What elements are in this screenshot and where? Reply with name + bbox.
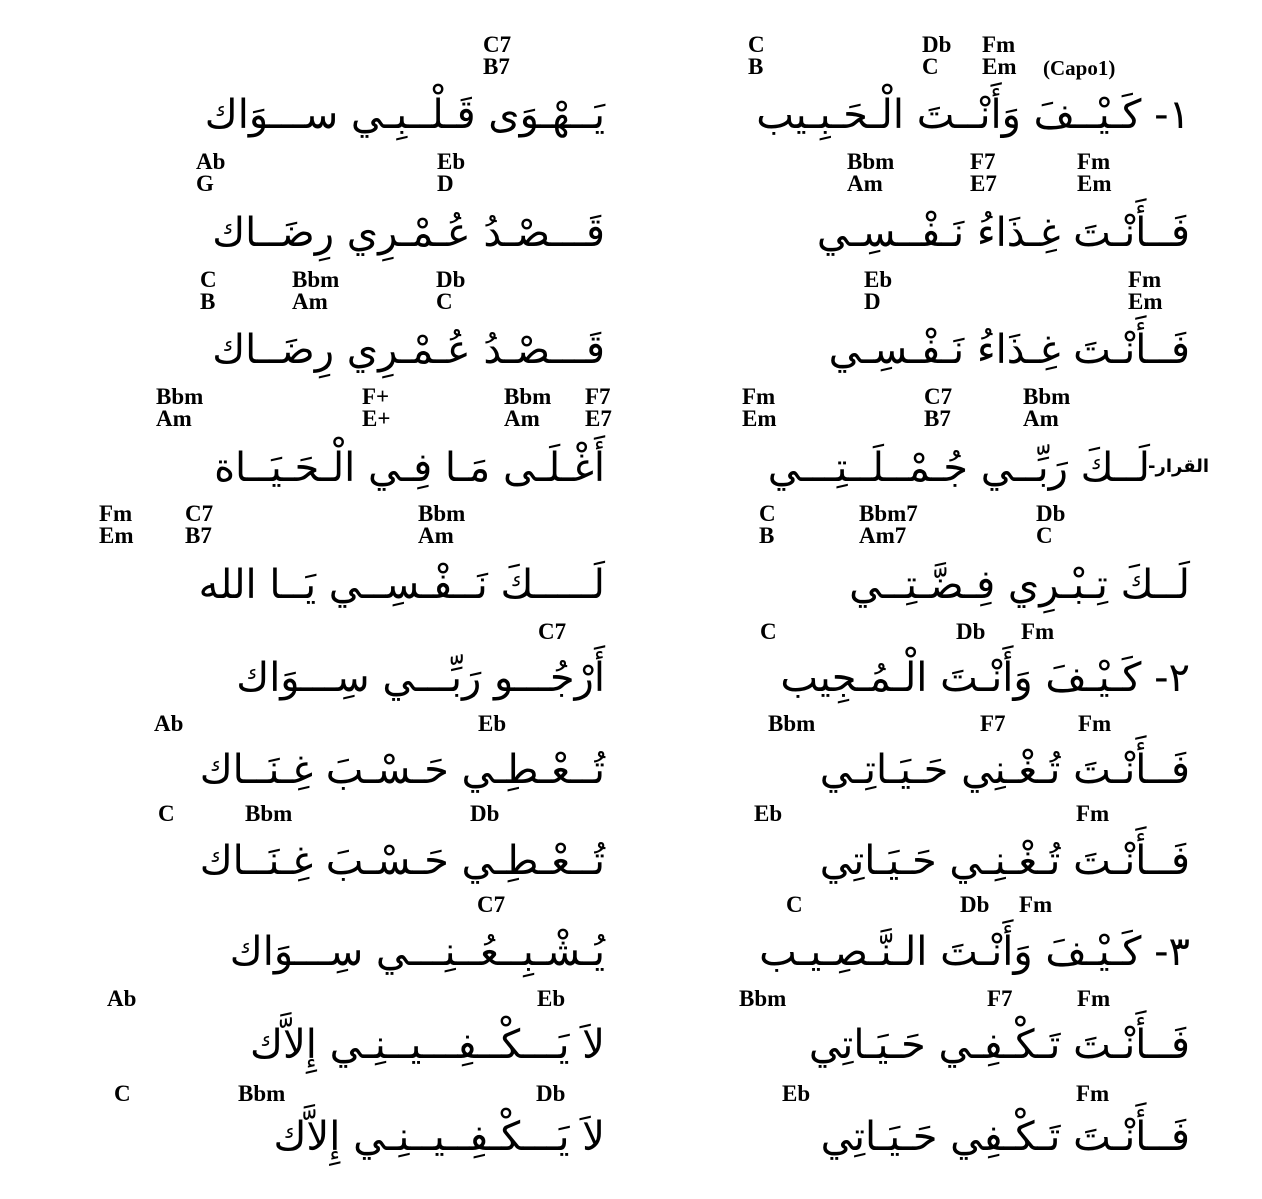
lyric-left: يُـشْـبِــعُــنِـــي سِـــوَاك [229,929,605,975]
chord-original: C [760,619,777,644]
chord-original: Db [956,619,986,644]
chord-capo: B [759,523,775,548]
chord-original: Db [1036,501,1066,526]
chord-capo: Em [99,523,134,548]
chord-original: Bbm [292,267,340,292]
chord-original: Bbm [156,384,204,409]
chord-capo: Am [292,289,328,314]
lyric-left: لَـــــكَ نَــفْـسِــي يَــا الله [198,562,605,608]
chord-original: F+ [362,384,390,409]
chord-original: Bbm [1023,384,1071,409]
chord-original: C7 [924,384,953,409]
chord-capo: G [196,171,214,196]
chord-original: Db [536,1081,566,1106]
chord-capo: C [436,289,453,314]
chord-original: Db [960,892,990,917]
chord-capo: D [437,171,454,196]
chord-capo: C [1036,523,1053,548]
chord-capo: B7 [924,406,951,431]
lyric-left: يَــهْـوَى قَـلْــبِـي ســـوَاك [204,92,605,138]
chord-capo: Am [847,171,883,196]
chord-capo: Am [504,406,540,431]
lyric-left: لاَ يَـــكْــفِـــيــنِـي إِلاَّك [250,1022,605,1068]
chord-original: Bbm [739,986,787,1011]
chord-capo: Am7 [859,523,907,548]
chord-original: F7 [585,384,611,409]
lyric-left: تُــعْـطِـي حَـسْـبَ غِـنَــاك [199,747,605,793]
lyric-right: ٢- كَـيْـفَ وَأَنْـتَ الْـمُـجِيب [780,655,1190,701]
chord-original: Fm [1019,892,1053,917]
chord-capo: E7 [585,406,612,431]
lyric-right: لَــكَ تِـبْـرِي فِـضَّـتِــي [849,562,1190,608]
chord-original: Fm [742,384,776,409]
chord-capo: B [748,54,764,79]
chord-capo: B [200,289,216,314]
chord-capo: Am [156,406,192,431]
lyric-left: قَـــصْـدُ عُـمْـرِي رِضَــاك [212,327,605,373]
chord-original: Eb [437,149,466,174]
chord-original: Bbm [238,1081,286,1106]
chord-original: C7 [185,501,214,526]
chord-capo: B7 [483,54,510,79]
chord-original: Ab [154,711,184,736]
chord-original: C [114,1081,131,1106]
chord-original: C7 [477,892,506,917]
chord-original: Eb [782,1081,811,1106]
chord-original: Eb [864,267,893,292]
chord-original: C [748,32,765,57]
chord-original: F7 [970,149,996,174]
chord-original: Fm [1128,267,1162,292]
chord-original: Bbm [847,149,895,174]
chord-original: Fm [1078,711,1112,736]
chord-original: F7 [980,711,1006,736]
chord-original: Bbm7 [859,501,918,526]
chord-capo: C [922,54,939,79]
lyric-right: ١- كَـيْــفَ وَأَنْــتَ الْـحَـبِـيب [756,92,1190,138]
chord-original: Eb [537,986,566,1011]
lyric-right: فَــأَنْـتَ تَـكْـفِـي حَـيَـاتِي [808,1022,1190,1068]
lyric-left: أَرْجُـــو رَبِّـــي سِـــوَاك [236,655,605,701]
lyric-right: فَــأَنْـتَ تُـغْـنِي حَـيَـاتِـي [819,747,1190,793]
chord-original: C [786,892,803,917]
chord-capo: Em [982,54,1017,79]
lyric-left: أَغْـلَـى مَـا فِـي الْـحَـيَــاة [214,445,605,491]
lyric-left: لاَ يَـــكْـفِــيــنِـي إِلاَّك [273,1114,605,1160]
chord-original: C [158,801,175,826]
chord-original: Db [470,801,500,826]
chord-capo: Em [1077,171,1112,196]
chord-capo: Em [742,406,777,431]
chord-original: Eb [478,711,507,736]
capo-label: (Capo1) [1043,56,1116,80]
chord-original: Bbm [768,711,816,736]
chord-original: Fm [982,32,1016,57]
chord-original: Fm [99,501,133,526]
chord-capo: E7 [970,171,997,196]
chord-capo: B7 [185,523,212,548]
chord-original: Ab [196,149,226,174]
lyric-right: لَــكَ رَبِّــي جُـمْــلَــتِـــي [767,445,1150,491]
chord-original: Db [922,32,952,57]
chord-original: Db [436,267,466,292]
chord-capo: Am [1023,406,1059,431]
chord-original: Bbm [418,501,466,526]
chord-original: Eb [754,801,783,826]
lyric-right: ٣- كَـيْـفَ وَأَنْـتَ الـنَّـصِـيـب [759,929,1190,975]
chord-original: C7 [538,619,567,644]
lyric-right: فَــأَنْـتَ تَـكْـفِي حَـيَـاتِي [820,1114,1190,1160]
chord-original: C [759,501,776,526]
chord-capo: D [864,289,881,314]
lyric-left: قَـــصْـدُ عُـمْـرِي رِضَــاك [212,210,605,256]
chord-original: Bbm [504,384,552,409]
lyric-right: فَــأَنْـتَ غِـذَاءُ نَـفْـسِـي [828,327,1190,373]
lyric-right: فَــأَنْـتَ تُـغْـنِـي حَـيَـاتِي [819,838,1190,884]
chord-capo: Em [1128,289,1163,314]
chord-original: Ab [107,986,137,1011]
chord-original: Fm [1077,986,1111,1011]
chord-original: Fm [1076,801,1110,826]
chord-original: Fm [1076,1081,1110,1106]
qarar-label: القرار- [1148,456,1210,477]
chord-original: C7 [483,32,512,57]
chord-original: Fm [1077,149,1111,174]
chord-capo: E+ [362,406,391,431]
lyric-left: تُــعْـطِـي حَـسْـبَ غِـنَــاك [199,838,605,884]
chord-original: Bbm [245,801,293,826]
chord-capo: Am [418,523,454,548]
lyric-right: فَــأَنْـتَ غِـذَاءُ نَـفْــسِـي [816,210,1190,256]
chord-original: C [200,267,217,292]
chord-original: Fm [1021,619,1055,644]
chord-original: F7 [987,986,1013,1011]
